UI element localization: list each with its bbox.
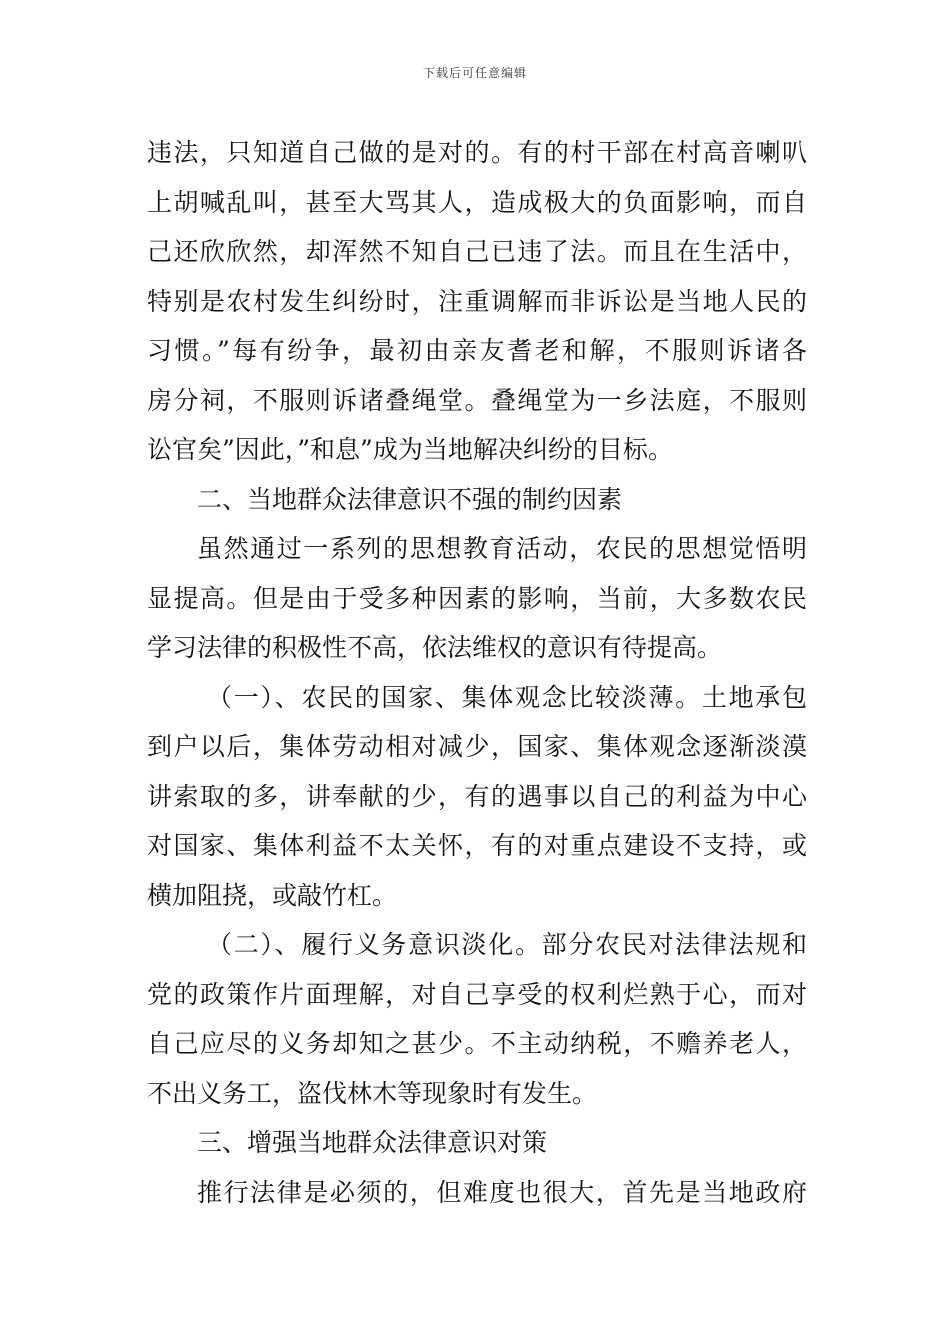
text-line: 习惯。”每有纷争，最初由亲友耆老和解，不服则诉诸各 <box>147 336 807 365</box>
text-line: 不出义务工，盗伐林木等现象时有发生。 <box>147 1078 598 1108</box>
text-line: 虽然通过一系列的思想教育活动，农民的思想觉悟明 <box>197 534 807 563</box>
subsection-line: （一）、农民的国家、集体观念比较淡薄。土地承包 <box>207 682 807 712</box>
text-line: 横加阻挠，或敲竹杠。 <box>147 880 398 910</box>
section-heading: 二、当地群众法律意识不强的制约因素 <box>197 484 623 514</box>
text-line: 违法，只知道自己做的是对的。有的村干部在村高音喇叭 <box>147 138 807 167</box>
text-line: 学习法律的积极性不高，依法维权的意识有待提高。 <box>147 633 723 662</box>
text-line: 自己应尽的义务却知之甚少。不主动纳税，不赡养老人， <box>147 1029 807 1058</box>
section-heading: 三、增强当地群众法律意识对策 <box>197 1128 548 1157</box>
text-line: 推行法律是必须的，但难度也很大，首先是当地政府 <box>197 1177 807 1207</box>
text-line: 讼官矣”因此，”和息”成为当地解决纠纷的目标。 <box>147 435 673 464</box>
page-header-note: 下载后可任意编辑 <box>422 66 527 80</box>
text-line: 显提高。但是由于受多种因素的影响，当前，大多数农民 <box>147 583 807 613</box>
text-line: 己还欣欣然，却浑然不知自己已违了法。而且在生活中， <box>147 237 807 266</box>
text-line: 特别是农村发生纠纷时，注重调解而非诉讼是当地人民的 <box>147 286 807 316</box>
text-line: 党的政策作片面理解，对自己享受的权利烂熟于心，而对 <box>147 979 807 1009</box>
text-line: 讲索取的多，讲奉献的少，有的遇事以自己的利益为中心 <box>147 781 807 811</box>
text-line: 上胡喊乱叫，甚至大骂其人，造成极大的负面影响，而自 <box>147 187 807 217</box>
subsection-line: （二）、履行义务意识淡化。部分农民对法律法规和 <box>207 930 807 959</box>
document-body <box>147 128 807 1217</box>
text-line: 到户以后，集体劳动相对减少，国家、集体观念逐渐淡漠 <box>147 732 807 761</box>
text-line: 对国家、集体利益不太关怀，有的对重点建设不支持，或 <box>147 831 807 860</box>
text-line: 房分祠，不服则诉诸叠绳堂。叠绳堂为一乡法庭，不服则 <box>147 385 807 415</box>
